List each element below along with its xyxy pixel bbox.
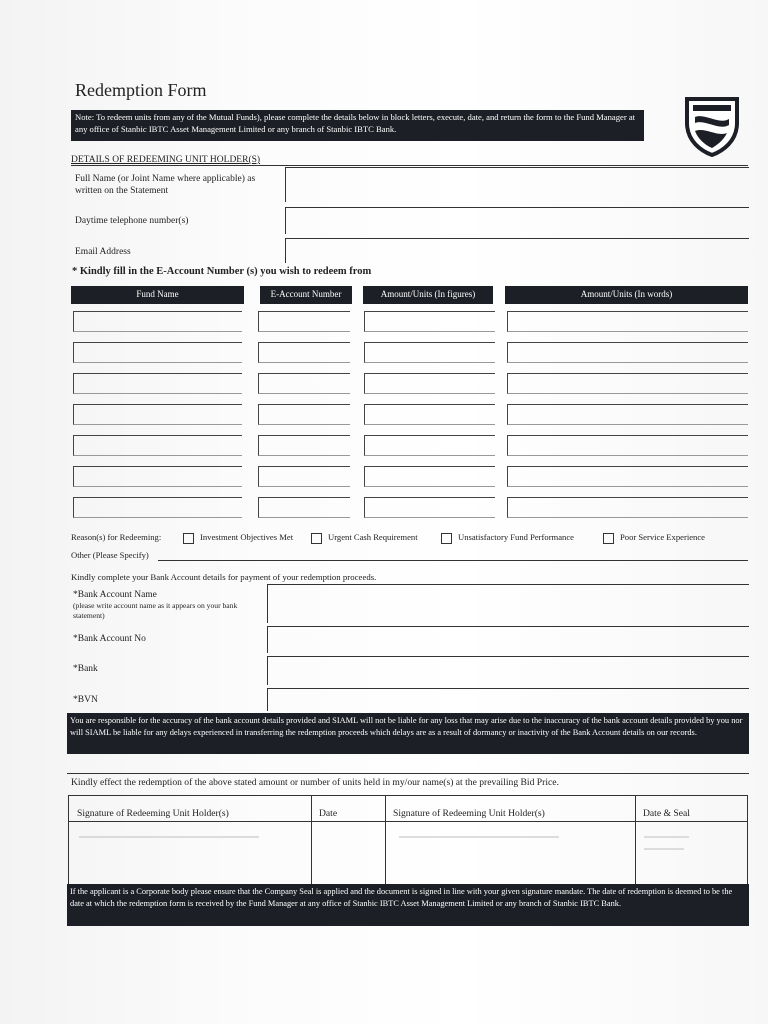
- amount-words-cell[interactable]: [507, 311, 748, 332]
- full-name-field[interactable]: [285, 167, 749, 202]
- bank-disclaimer: You are responsible for the accuracy of the bank account details provided and SIAML will not be liable for any loss that may arise due to the inaccuracy of the bank account details provided by you nor will SIAML be liable for any delays experienced in transferring the redemption proceeds which delays are as a result of dormancy or inactivity of the Bank Account details on our records.: [67, 713, 749, 754]
- column-divider: [311, 796, 312, 884]
- bank-account-name-hint: (please write account name as it appears on your bank statement): [73, 601, 238, 620]
- amount-words-cell[interactable]: [507, 466, 748, 487]
- phone-label: Daytime telephone number(s): [75, 216, 189, 226]
- amount-figures-header: Amount/Units (In figures): [363, 286, 493, 304]
- bank-account-name-label: *Bank Account Name: [73, 590, 157, 600]
- redemption-authorization-text: Kindly effect the redemption of the above stated amount or number of units held in my/our name(s) at the prevailing Bid Price.: [71, 777, 559, 788]
- amount-words-cell[interactable]: [507, 435, 748, 456]
- amount-words-cell[interactable]: [507, 497, 748, 518]
- date-header-1: Date: [319, 808, 338, 819]
- e-account-number-cell[interactable]: [258, 373, 350, 394]
- fund-name-header: Fund Name: [71, 286, 244, 304]
- email-field[interactable]: [285, 238, 749, 263]
- date-seal-header: Date & Seal: [643, 808, 690, 819]
- column-divider: [385, 796, 386, 884]
- e-account-number-cell[interactable]: [258, 311, 350, 332]
- checkbox-icon[interactable]: [183, 533, 194, 544]
- stanbic-shield-logo-icon: [683, 95, 741, 157]
- faint-mark: [644, 848, 684, 850]
- e-account-number-cell[interactable]: [258, 342, 350, 363]
- fund-name-cell[interactable]: [73, 311, 242, 332]
- date-seal-field[interactable]: [638, 823, 746, 883]
- amount-words-cell[interactable]: [507, 373, 748, 394]
- email-label: Email Address: [75, 247, 131, 257]
- e-account-number-cell[interactable]: [258, 404, 350, 425]
- bank-account-name-field[interactable]: [267, 584, 749, 623]
- form-title: Redemption Form: [75, 80, 207, 100]
- full-name-label: Full Name (or Joint Name where applicable) as written on the Statement: [75, 174, 256, 196]
- bank-field[interactable]: [267, 656, 749, 685]
- bvn-field[interactable]: [267, 688, 749, 711]
- signature-header-divider: [69, 821, 747, 822]
- amount-words-header: Amount/Units (In words): [505, 286, 748, 304]
- e-account-number-header: E-Account Number: [260, 286, 352, 304]
- bvn-label: *BVN: [73, 695, 98, 705]
- phone-field[interactable]: [285, 207, 749, 234]
- reason-option-unsatisfactory[interactable]: Unsatisfactory Fund Performance: [441, 532, 574, 544]
- bank-details-instruction: Kindly complete your Bank Account details for payment of your redemption proceeds.: [71, 572, 377, 582]
- corporate-footer-note: If the applicant is a Corporate body please ensure that the Company Seal is applied and the document is signed in line with your given signature mandate. The date of redemption is deemed to be the date at which the redemption form is received by the Fund Manager at any office of Stanbic IBTC Asset Management Limited or any branch of Stanbic IBTC Bank.: [67, 884, 749, 926]
- instruction-note: Note: To redeem units from any of the Mutual Funds), please complete the details below in block letters, execute, date, and return the form to the Fund Manager at any office of Stanbic IBTC Asset Management Limited or any branch of Stanbic IBTC Bank.: [71, 110, 644, 141]
- effect-divider: [67, 773, 749, 774]
- e-account-number-cell[interactable]: [258, 466, 350, 487]
- reason-option-poor-service[interactable]: Poor Service Experience: [603, 532, 705, 544]
- fund-name-cell[interactable]: [73, 404, 242, 425]
- e-account-instruction: * Kindly fill in the E-Account Number (s) you wish to redeem from: [72, 266, 372, 277]
- bank-account-no-field[interactable]: [267, 626, 749, 653]
- date-field-1[interactable]: [314, 823, 383, 883]
- signature-header-2: Signature of Redeeming Unit Holder(s): [393, 808, 545, 819]
- signature-header-1: Signature of Redeeming Unit Holder(s): [77, 808, 229, 819]
- checkbox-icon[interactable]: [603, 533, 614, 544]
- bank-account-no-label: *Bank Account No: [73, 634, 146, 644]
- amount-figures-cell[interactable]: [364, 342, 495, 363]
- amount-figures-cell[interactable]: [364, 404, 495, 425]
- faint-mark: [79, 836, 259, 838]
- column-divider: [635, 796, 636, 884]
- faint-mark: [644, 836, 689, 838]
- checkbox-icon[interactable]: [441, 533, 452, 544]
- checkbox-icon[interactable]: [311, 533, 322, 544]
- fund-name-cell[interactable]: [73, 466, 242, 487]
- fund-name-cell[interactable]: [73, 435, 242, 456]
- amount-figures-cell[interactable]: [364, 373, 495, 394]
- amount-figures-cell[interactable]: [364, 435, 495, 456]
- section-divider: [71, 165, 748, 166]
- reason-option-urgent-cash[interactable]: Urgent Cash Requirement: [311, 532, 418, 544]
- fund-name-cell[interactable]: [73, 373, 242, 394]
- signature-table: [68, 795, 748, 885]
- reason-option-investment[interactable]: Investment Objectives Met: [183, 532, 293, 544]
- signature-field-2[interactable]: [388, 823, 633, 883]
- amount-figures-cell[interactable]: [364, 497, 495, 518]
- faint-mark: [399, 836, 559, 838]
- amount-figures-cell[interactable]: [364, 466, 495, 487]
- e-account-number-cell[interactable]: [258, 435, 350, 456]
- other-reason-label: Other (Please Specify): [71, 550, 149, 560]
- e-account-number-cell[interactable]: [258, 497, 350, 518]
- amount-words-cell[interactable]: [507, 342, 748, 363]
- bank-label: *Bank: [73, 664, 98, 674]
- fund-name-cell[interactable]: [73, 342, 242, 363]
- fund-name-cell[interactable]: [73, 497, 242, 518]
- amount-words-cell[interactable]: [507, 404, 748, 425]
- holder-section-heading: DETAILS OF REDEEMING UNIT HOLDER(S): [71, 155, 261, 165]
- amount-figures-cell[interactable]: [364, 311, 495, 332]
- signature-field-1[interactable]: [73, 823, 309, 883]
- reasons-label: Reason(s) for Redeeming:: [71, 532, 162, 542]
- other-reason-field[interactable]: [158, 560, 748, 561]
